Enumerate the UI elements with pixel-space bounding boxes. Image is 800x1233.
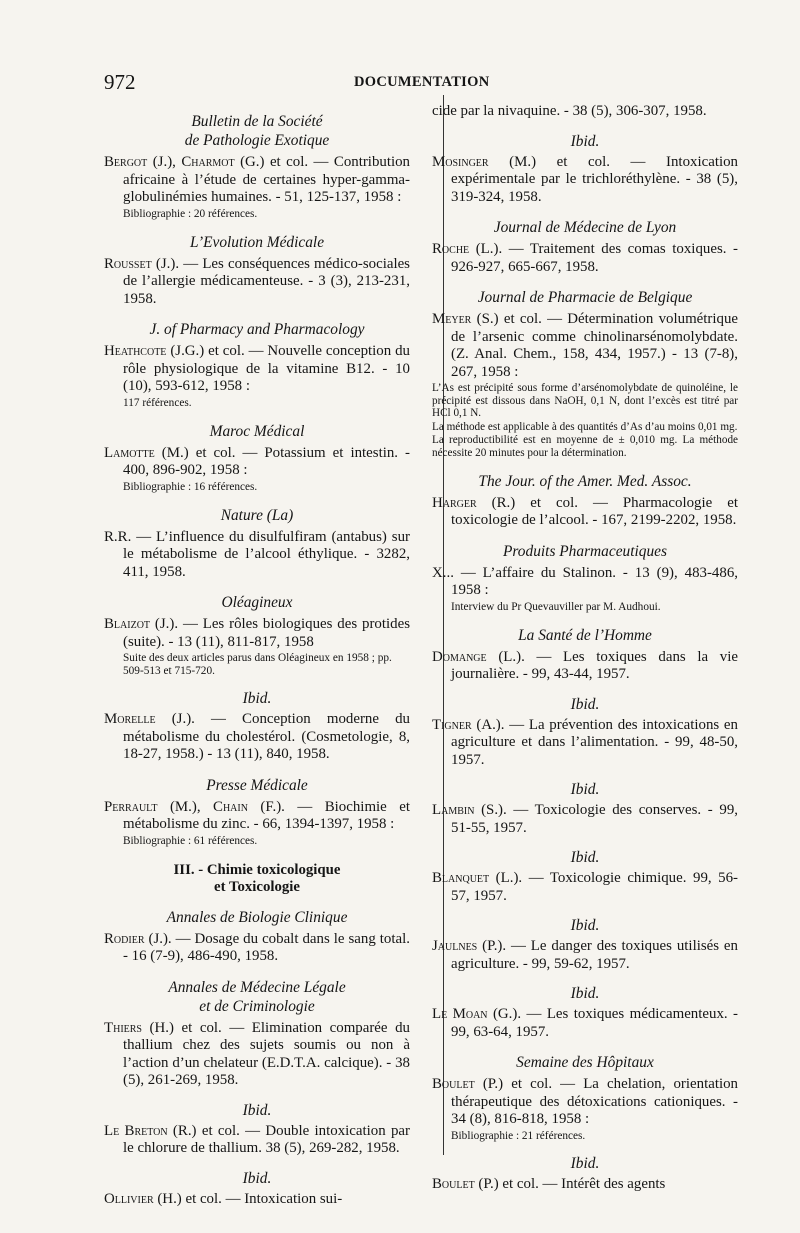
citation-text: et col. — Nouvelle conception du rôle physiologique de la vitamine B12. - 10 (10), 593-612, 1958 :: [123, 343, 410, 394]
ibid-heading: Ibid.: [242, 1169, 272, 1187]
citation-author: Rodier (J.).: [104, 930, 172, 947]
ibid-heading: Ibid.: [570, 985, 600, 1003]
citation-text: et col. — Double intoxication par le chlorure de thallium. 38 (5), 269-282, 1958.: [123, 1122, 410, 1156]
ibid-heading: Ibid.: [570, 132, 600, 150]
citation-author: Harger (R.): [432, 494, 516, 511]
bibliography-note: La méthode est applicable à des quantités d’As d’au moins 0,01 mg.: [432, 420, 738, 433]
ibid-heading: Ibid.: [242, 1101, 272, 1119]
citation-text: et col. — Potassium et intestin. - 400, 896-902, 1958 :: [123, 444, 411, 478]
citation-entry: [432, 1176, 738, 1194]
citation-text: et col. — Détermination volumétrique de l’arsenic comme chinolinarsénomolybdate. (Z. Anal. Chem., 158, 434, 1957.) - 13 (7-8), 267, 1958 :: [451, 311, 738, 380]
citation-entry: [432, 802, 738, 837]
journal-heading: Presse Médicale: [206, 776, 308, 794]
journal-heading: The Jour. of the Amer. Med. Assoc.: [478, 472, 692, 490]
citation-text: — Les conséquences médico-sociales de l’allergie médicamenteuse. - 3 (3), 213-231, 1958.: [123, 255, 410, 307]
citation-text: et col. — Elimination comparée du thallium chez des sujets soumis ou non à l’action d’un chelateur (E.D.T.A. calcique). - 38 (5), 261-269, 1958.: [123, 1019, 410, 1088]
ibid-heading: Ibid.: [570, 849, 600, 867]
citation-entry: [104, 1191, 410, 1209]
citation-entry: [432, 870, 738, 905]
bibliography-note: 117 références.: [123, 396, 192, 409]
citation-author: Le Breton (R.): [104, 1122, 197, 1139]
citation-author: Perrault (M.), Chain (F.).: [104, 798, 285, 815]
citation-entry: [432, 495, 738, 530]
citation-author: Rousset (J.).: [104, 255, 180, 272]
citation-text: — Biochimie et métabolisme du zinc. - 66, 1394-1397, 1958 :: [123, 798, 410, 832]
citation-text: — Toxicologie des conserves. - 99, 51-55, 1957.: [451, 802, 738, 836]
journal-heading: Journal de Médecine de Lyon: [493, 219, 677, 236]
citation-entry: [432, 311, 738, 381]
bibliography-note: Suite des deux articles parus dans Oléagineux en 1958 ; pp. 509-513 et 715-720.: [123, 652, 392, 677]
left-column: [104, 100, 410, 1208]
citation-author: Roche (L.).: [432, 241, 503, 257]
citation-text: et col. — Contribution africaine à l’étude de certaines hyper-gamma-globulinémies humaines. - 51, 125-137, 1958 :: [123, 154, 411, 205]
journal-heading: Produits Pharmaceutiques: [502, 542, 667, 560]
citation-entry: [104, 711, 410, 764]
journal-heading: Bulletin de la Société de Pathologie Exotique: [184, 113, 330, 149]
ibid-heading: Ibid.: [570, 781, 600, 799]
citation-author: Domange (L.).: [432, 648, 525, 665]
citation-author: Mosinger (M.): [432, 153, 537, 170]
citation-text: — La prévention des intoxications en agriculture et dans l’alimentation. - 99, 48-50, 1957.: [451, 716, 738, 768]
citation-author: Le Moan (G.).: [432, 1006, 522, 1023]
citation-entry: [432, 154, 738, 207]
journal-heading: Annales de Médecine Légale et de Criminologie: [168, 978, 346, 1015]
citation-entry: [432, 565, 738, 600]
citation-author: Thiers (H.): [104, 1019, 174, 1036]
citation-text: et col. — Pharmacologie et toxicologie de l’alcool. - 167, 2199-2202, 1958.: [451, 494, 738, 529]
citation-author: Heathcote (J.G.): [104, 343, 205, 359]
citation-entry: [432, 241, 738, 276]
journal-heading: Journal de Pharmacie de Belgique: [477, 289, 693, 306]
page-header: [0, 70, 800, 100]
bibliography-note: Bibliographie : 20 références.: [123, 207, 258, 220]
citation-entry: [432, 1006, 738, 1041]
citation-text: — Le danger des toxiques utilisés en agriculture. - 99, 59-62, 1957.: [451, 938, 738, 972]
citation-author: Jaulnes (P.).: [432, 938, 507, 955]
citation-entry: [432, 103, 738, 121]
journal-heading: Nature (La): [220, 506, 294, 524]
citation-entry: [432, 1076, 738, 1129]
ibid-heading: Ibid.: [242, 690, 272, 707]
citation-author: Bergot (J.), Charmot (G.): [104, 154, 265, 170]
citation-author: Boulet (P.): [432, 1076, 504, 1093]
bibliography-note: La reproductibilité est en moyenne de ± 0,010 mg. La méthode nécessite 20 minutes pour la détermination.: [432, 434, 738, 459]
journal-heading: L’Evolution Médicale: [189, 233, 325, 251]
citation-entry: [104, 343, 410, 396]
citation-author: Boulet (P.): [432, 1175, 499, 1192]
citation-text: — Les toxiques dans la vie journalière. - 99, 43-44, 1957.: [451, 648, 739, 683]
citation-text: — Conception moderne du métabolisme du cholestérol. (Cosmetologie, 8, 18-27, 1958.) - 13 (11), 840, 1958.: [123, 711, 410, 762]
citation-text: — Les toxiques médicamenteux. - 99, 63-64, 1957.: [451, 1006, 738, 1040]
citation-entry: [104, 445, 410, 480]
ibid-heading: Ibid.: [570, 695, 600, 713]
citation-text: et col. — Intoxication sui-: [181, 1190, 343, 1207]
citation-text: et col. — Intoxication expérimentale par le trichloréthylène. - 38 (5), 319-324, 1958.: [451, 153, 738, 205]
citation-entry: [432, 649, 738, 684]
section-heading: III. - Chimie toxicologique et Toxicologie: [173, 861, 341, 895]
citation-text: — Les rôles biologiques des protides (suite). - 13 (11), 811-817, 1958: [123, 616, 410, 650]
journal-heading: Annales de Biologie Clinique: [166, 908, 348, 926]
citation-author: Morelle (J.).: [104, 711, 195, 727]
bibliography-note: Bibliographie : 21 références.: [451, 1129, 586, 1142]
citation-entry: [104, 1123, 410, 1158]
citation-entry: [104, 1020, 410, 1090]
journal-heading: Oléagineux: [221, 594, 293, 611]
citation-entry: [104, 529, 410, 582]
journal-heading: Maroc Médical: [209, 422, 305, 440]
page-number: 972: [104, 70, 136, 94]
ibid-heading: Ibid.: [570, 917, 600, 935]
journal-heading: J. of Pharmacy and Pharmacology: [149, 321, 365, 338]
bibliography-note: Interview du Pr Quevauviller par M. Audhoui.: [451, 600, 661, 613]
citation-text: et col. — Intérêt des agents: [498, 1175, 666, 1192]
citation-text: — Toxicologie chimique. 99, 56-57, 1957.: [451, 870, 739, 904]
right-column: [432, 103, 738, 1193]
citation-text: — L’affaire du Stalinon. - 13 (9), 483-486, 1958 :: [451, 564, 738, 599]
citation-author: Tigner (A.).: [432, 716, 505, 733]
bibliography-note: Bibliographie : 16 références.: [123, 480, 258, 493]
citation-entry: [104, 256, 410, 309]
citation-author: Meyer (S.): [432, 311, 499, 327]
journal-heading: Semaine des Hôpitaux: [516, 1054, 654, 1072]
bibliography-note: Bibliographie : 61 références.: [123, 834, 258, 847]
citation-entry: [432, 938, 738, 973]
ibid-heading: Ibid.: [570, 1154, 600, 1172]
citation-author: Ollivier (H.): [104, 1190, 182, 1207]
citation-author: X...: [432, 564, 454, 581]
citation-entry: [104, 799, 410, 834]
citation-text: — Traitement des comas toxiques. - 926-927, 665-667, 1958.: [451, 241, 738, 275]
citation-entry: [432, 717, 738, 770]
citation-author: R.R.: [104, 528, 132, 545]
citation-author: Lambin (S.).: [432, 802, 507, 819]
citation-author: Blaizot (J.).: [104, 616, 179, 632]
bibliography-note: L’As est précipité sous forme d’arsénomolybdate de quinoléine, le précipité est dissous dans NaOH, 0,1 N, dont l’excès est titré par HCl 0,1 N.: [432, 382, 738, 420]
citation-text: — L’influence du disulfulfiram (antabus) sur le métabolisme de l’alcool éthylique. - 3282, 411, 1958.: [123, 528, 410, 580]
citation-text: — Dosage du cobalt dans le sang total. - 16 (7-9), 486-490, 1958.: [123, 930, 410, 964]
journal-heading: La Santé de l’Homme: [518, 626, 652, 644]
citation-text: et col. — La chelation, orientation thérapeutique des détoxications cationiques. - 34 (8), 816-818, 1958 :: [451, 1076, 738, 1128]
running-title: DOCUMENTATION: [354, 74, 490, 90]
citation-entry: [104, 616, 410, 651]
citation-author: Blanquet (L.).: [432, 870, 523, 887]
citation-author: Lamotte (M.): [104, 444, 189, 461]
citation-entry: [104, 931, 410, 966]
citation-text: cide par la nivaquine. - 38 (5), 306-307, 1958.: [432, 103, 707, 119]
citation-entry: [104, 154, 410, 207]
